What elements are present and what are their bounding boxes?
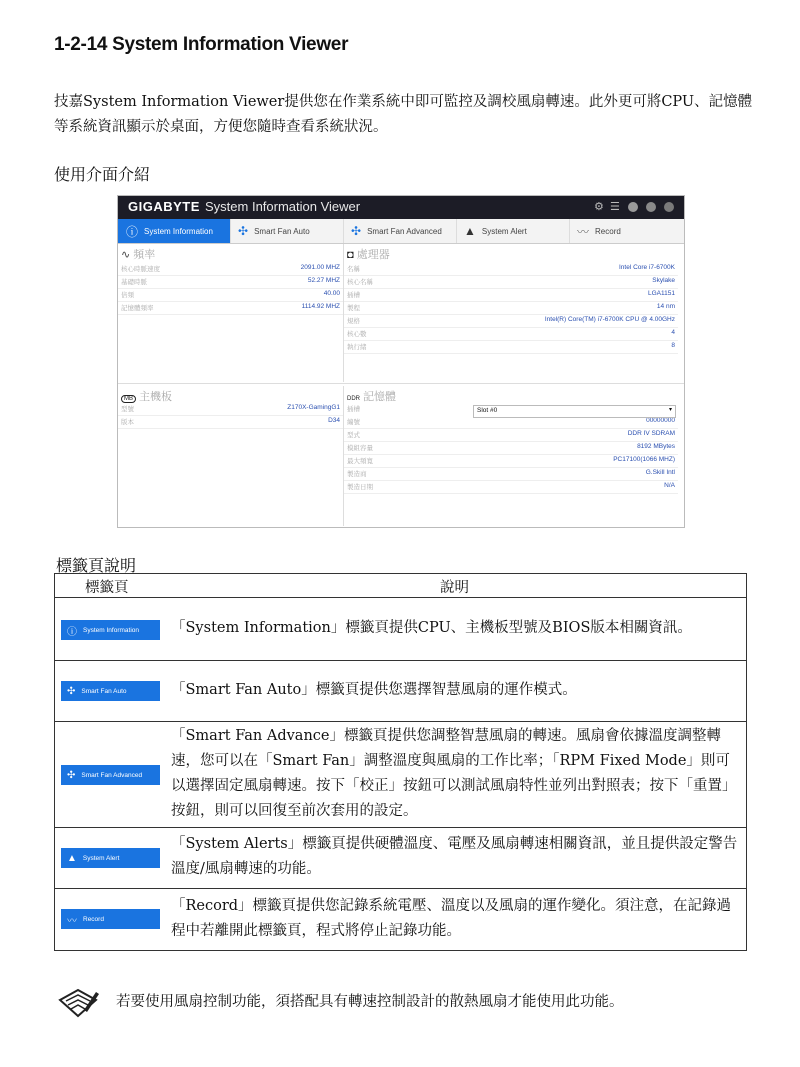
table-row-desc: 「Smart Fan Auto」標籤頁提供您選擇智慧風扇的運作模式。 <box>171 682 577 698</box>
mem-row: 製造日期 N/A <box>344 480 678 494</box>
list-icon[interactable]: ☰ <box>610 200 620 213</box>
mem-row: 編號 00000000 <box>344 415 678 429</box>
fan-advanced-icon: ✣ <box>67 769 76 781</box>
table-row <box>55 597 746 661</box>
freq-row: 記憶體頻率 1114.92 MHZ <box>118 301 343 315</box>
cpu-row: 核心名稱 Skylake <box>344 275 678 289</box>
fan-icon: ✣ <box>238 224 249 238</box>
mb-row: 版本 D34 <box>118 415 343 429</box>
tab-smart-fan-advanced[interactable]: ✣ Smart Fan Advanced <box>343 219 457 243</box>
table-row <box>55 828 746 889</box>
table-header-row <box>55 574 746 598</box>
mem-row: 最大頻寬 PC17100(1066 MHZ) <box>344 454 678 468</box>
app-brand-logo: GIGABYTE <box>128 199 200 214</box>
table-row-desc: 「Smart Fan Advance」標籤頁提供您調整智慧風扇的轉速。風扇會依據溫度調整轉速，您可以在「Smart Fan」調整溫度與風扇的工作比率；「RPM Fixed Mode」則可以選擇固定風扇轉速。按下「校正」按鈕可以測試風扇特性並列出對照表；按下「重置」按鈕，則可以回復至前次套用的設定。 <box>171 728 737 819</box>
app-title: System Information Viewer <box>205 199 361 214</box>
close-button[interactable] <box>664 202 674 212</box>
fan-icon: ✣ <box>67 685 76 697</box>
tab-smart-fan-auto[interactable]: ✣ Smart Fan Auto <box>230 219 344 243</box>
chevron-down-icon: ▾ <box>668 407 672 413</box>
table-header-tab: 標籤頁 <box>85 580 129 596</box>
gear-icon[interactable]: ⚙ <box>594 200 604 213</box>
panel-divider <box>118 383 684 384</box>
table-header-desc: 說明 <box>440 580 469 596</box>
cpu-row: 規格 Intel(R) Core(TM) i7-6700K CPU @ 4.00GHz <box>344 314 678 328</box>
minimize-button[interactable] <box>646 202 656 212</box>
table-row-desc: 「Record」標籤頁提供您記錄系統電壓、溫度以及風扇的運作變化。須注意，在記錄過程中若離開此標籤頁，程式將停止記錄功能。 <box>171 898 732 939</box>
mb-badge-icon: MB <box>121 395 136 403</box>
tab-table-heading: 標籤頁說明 <box>56 556 137 575</box>
record-tab-sample: 〰 Record <box>61 909 160 929</box>
cpu-panel <box>344 244 684 382</box>
app-window <box>117 195 685 528</box>
info-icon: ⓘ <box>67 626 77 638</box>
mem-row: 製造商 G.Skill Intl <box>344 467 678 481</box>
interface-heading: 使用介面介紹 <box>54 165 151 184</box>
waveform-icon: 〰 <box>67 915 77 927</box>
tab-record[interactable]: 〰 Record <box>577 224 621 239</box>
mem-slot-row: 插槽 <box>347 406 360 413</box>
cpu-row: 插槽 LGA1151 <box>344 288 678 302</box>
tab-system-information[interactable]: ⓘ System Information <box>118 219 231 243</box>
frequency-panel <box>118 244 344 382</box>
table-row-desc: 「System Alerts」標籤頁提供硬體溫度、電壓及風扇轉速相關資訊，並且提供設定警告溫度/風扇轉速的功能。 <box>171 836 738 877</box>
ddr-badge-icon: DDR <box>347 396 360 402</box>
note-text: 若要使用風扇控制功能，須搭配具有轉速控制設計的散熱風扇才能使用此功能。 <box>116 994 624 1010</box>
warning-icon: ▲ <box>67 852 77 864</box>
app-titlebar <box>118 196 684 219</box>
waveform-icon: 〰 <box>577 224 590 239</box>
mem-row: 模組容量 8192 MBytes <box>344 441 678 455</box>
table-row <box>55 722 746 828</box>
smart-fan-auto-tab-sample: ✣ Smart Fan Auto <box>61 681 160 701</box>
wave-icon: ∿ <box>121 249 131 261</box>
fan-advanced-icon: ✣ <box>351 224 362 238</box>
mem-row: 型式 DDR IV SDRAM <box>344 428 678 442</box>
cpu-row: 核心數 4 <box>344 327 678 341</box>
warning-icon: ▲ <box>464 224 476 238</box>
cpu-row: 名稱 Intel Core i7-6700K <box>344 262 678 276</box>
motherboard-panel <box>118 386 344 526</box>
info-circle-icon[interactable] <box>628 202 638 212</box>
freq-row: 核心時脈速度 2091.00 MHZ <box>118 262 343 276</box>
smart-fan-advanced-tab-sample: ✣ Smart Fan Advanced <box>61 765 160 785</box>
table-row <box>55 889 746 950</box>
section-title: 1-2-14 System Information Viewer <box>54 34 349 55</box>
memory-panel-title: 記憶體 <box>363 391 397 403</box>
tab-system-alert[interactable]: ▲ System Alert <box>456 219 570 243</box>
intro-paragraph: 技嘉System Information Viewer提供您在作業系統中即可監控及調校風扇轉速。此外更可將CPU、記憶體等系統資訊顯示於桌面，方便您隨時查看系統狀況。 <box>54 94 753 135</box>
mb-row: 型號 Z170X-GamingG1 <box>118 402 343 416</box>
cpu-row: 執行緒 8 <box>344 340 678 354</box>
freq-row: 基礎時脈 52.27 MHZ <box>118 275 343 289</box>
chip-icon: ◘ <box>347 249 354 261</box>
note-pencil-icon <box>56 986 100 1020</box>
table-row <box>55 661 746 722</box>
cpu-row: 製程 14 nm <box>344 301 678 315</box>
cpu-panel-title: 處理器 <box>356 249 390 261</box>
app-tab-bar <box>118 219 684 244</box>
tab-description-table <box>54 573 747 951</box>
frequency-panel-title: 頻率 <box>133 249 156 261</box>
memory-slot-select[interactable]: Slot #0 ▾ <box>473 405 676 418</box>
info-icon: ⓘ <box>126 224 139 239</box>
system-information-tab-sample: ⓘ System Information <box>61 620 160 640</box>
table-row-desc: 「System Information」標籤頁提供CPU、主機板型號及BIOS版本相關資訊。 <box>171 620 692 636</box>
freq-row: 倍頻 40.00 <box>118 288 343 302</box>
motherboard-panel-title: 主機板 <box>139 391 173 403</box>
system-alert-tab-sample: ▲ System Alert <box>61 848 160 868</box>
